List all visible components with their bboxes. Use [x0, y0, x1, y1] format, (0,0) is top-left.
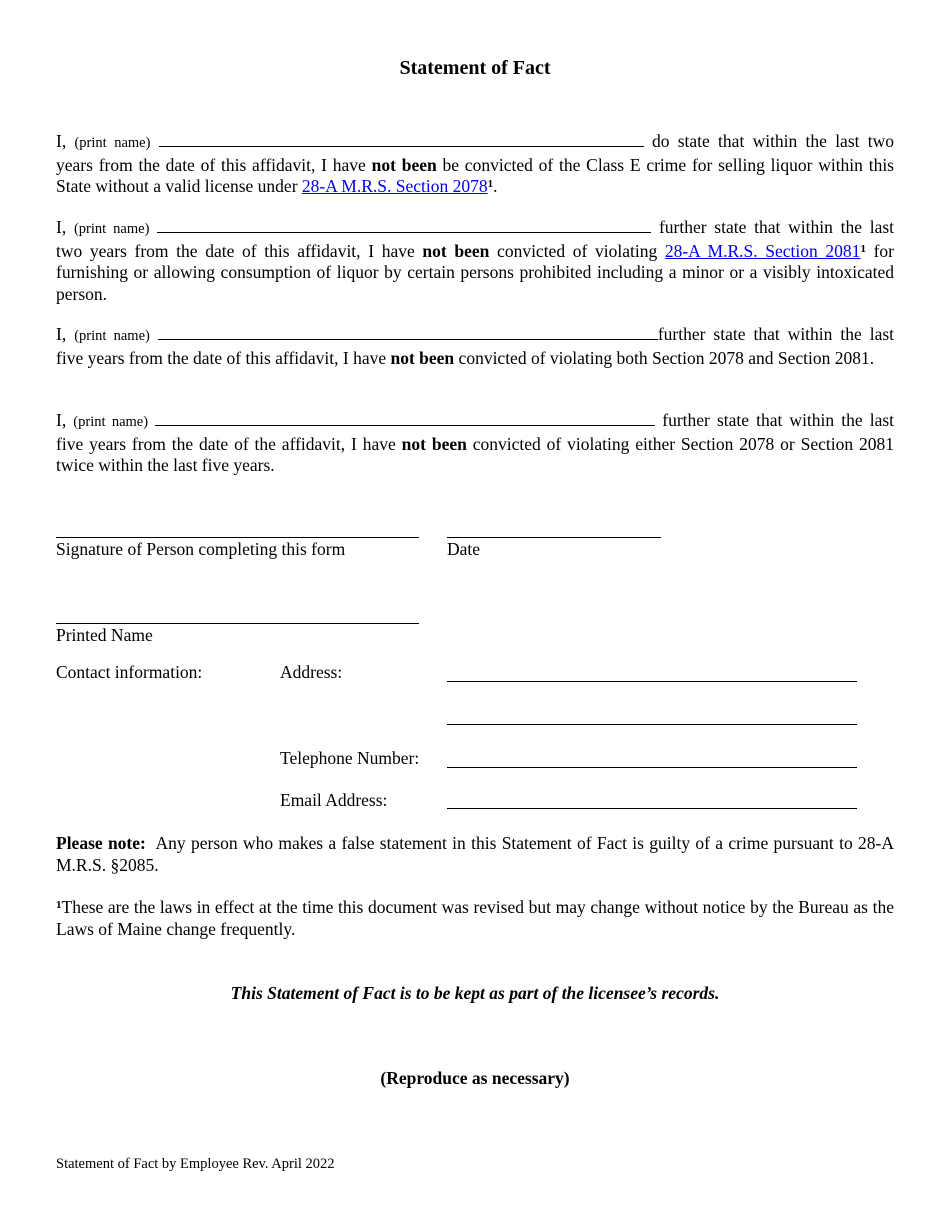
section-2078-link[interactable]: 28-A M.R.S. Section 2078: [301, 176, 488, 196]
paragraph-text: do state that within the last two years from the date of this affidavit, I have: [56, 131, 895, 175]
print-name-label: (print name): [74, 328, 150, 344]
footnote-marker: 1: [860, 242, 866, 255]
emphasis-not-been: not been: [371, 154, 437, 175]
address-label: Address:: [280, 662, 343, 682]
statement-paragraph-3: [56, 324, 894, 369]
footnote-text: [56, 897, 894, 940]
date-label: Date: [447, 539, 481, 559]
please-note: [56, 833, 899, 876]
footnote-marker: 1: [56, 899, 62, 911]
address-line-2[interactable]: [447, 724, 857, 725]
contact-information-label: Contact information:: [56, 662, 203, 682]
statement-paragraph-4: [56, 410, 894, 477]
please-note-text: Any person who makes a false statement in this Statement of Fact is guilty of a crime pursuant to 28-A M.R.S. §2085.: [56, 833, 899, 875]
telephone-label: Telephone Number:: [280, 748, 420, 768]
statement-paragraph-1: [56, 131, 894, 198]
paragraph-text: be convicted of the Class E crime for selling liquor within this State without a valid license under: [56, 154, 894, 196]
address-line-1[interactable]: [447, 681, 857, 682]
print-name-field-2[interactable]: [157, 217, 651, 233]
emphasis-not-been: not been: [422, 240, 490, 261]
lead-text: I,: [56, 131, 67, 151]
emphasis-not-been: not been: [401, 433, 467, 454]
telephone-line[interactable]: [447, 767, 857, 768]
paragraph-text: for furnishing or allowing consumption of liquor by certain persons prohibited including a minor or a visibly intoxicated person.: [56, 240, 895, 304]
records-note: This Statement of Fact is to be kept as part of the licensee’s records.: [230, 983, 720, 1003]
print-name-label: (print name): [73, 414, 149, 430]
lead-text: I,: [56, 410, 67, 430]
statement-paragraph-2: [56, 217, 894, 305]
paragraph-text: convicted of violating either Section 2078 or Section 2081 twice within the last five years.: [56, 433, 895, 475]
emphasis-not-been: not been: [390, 347, 455, 368]
print-name-field-4[interactable]: [155, 410, 655, 426]
reproduce-note: (Reproduce as necessary): [380, 1068, 570, 1088]
signature-label: Signature of Person completing this form: [56, 539, 346, 559]
printed-name-line[interactable]: [56, 623, 419, 624]
paragraph-text: further state that within the last five years from the date of this affidavit, I have: [56, 324, 895, 368]
printed-name-label: Printed Name: [56, 625, 153, 645]
paragraph-text: further state that within the last five years from the date of the affidavit, I have: [56, 410, 895, 454]
print-name-label: (print name): [74, 135, 151, 151]
email-label: Email Address:: [280, 790, 388, 810]
email-line[interactable]: [447, 808, 857, 809]
date-line[interactable]: [447, 537, 661, 538]
footer-revision: Statement of Fact by Employee Rev. April 2022: [56, 1156, 335, 1172]
print-name-field-3[interactable]: [158, 324, 658, 340]
page-title: Statement of Fact: [399, 57, 551, 79]
paragraph-text: convicted of violating: [489, 240, 665, 261]
please-note-heading: Please note:: [56, 833, 146, 853]
lead-text: I,: [56, 324, 67, 344]
print-name-label: (print name): [73, 221, 150, 237]
footnote-marker: 1: [487, 178, 494, 190]
paragraph-text: .: [493, 176, 498, 196]
paragraph-text: convicted of violating both Section 2078 and Section 2081.: [454, 347, 875, 368]
lead-text: I,: [56, 217, 67, 237]
paragraph-text: further state that within the last two years from the date of this affidavit, I have: [56, 217, 895, 261]
footnote-body: These are the laws in effect at the time this document was revised but may change without notice by the Bureau as the Laws of Maine change frequently.: [56, 897, 894, 939]
section-2081-link[interactable]: 28-A M.R.S. Section 2081: [664, 240, 861, 261]
print-name-field-1[interactable]: [159, 131, 644, 147]
signature-line[interactable]: [56, 537, 419, 538]
